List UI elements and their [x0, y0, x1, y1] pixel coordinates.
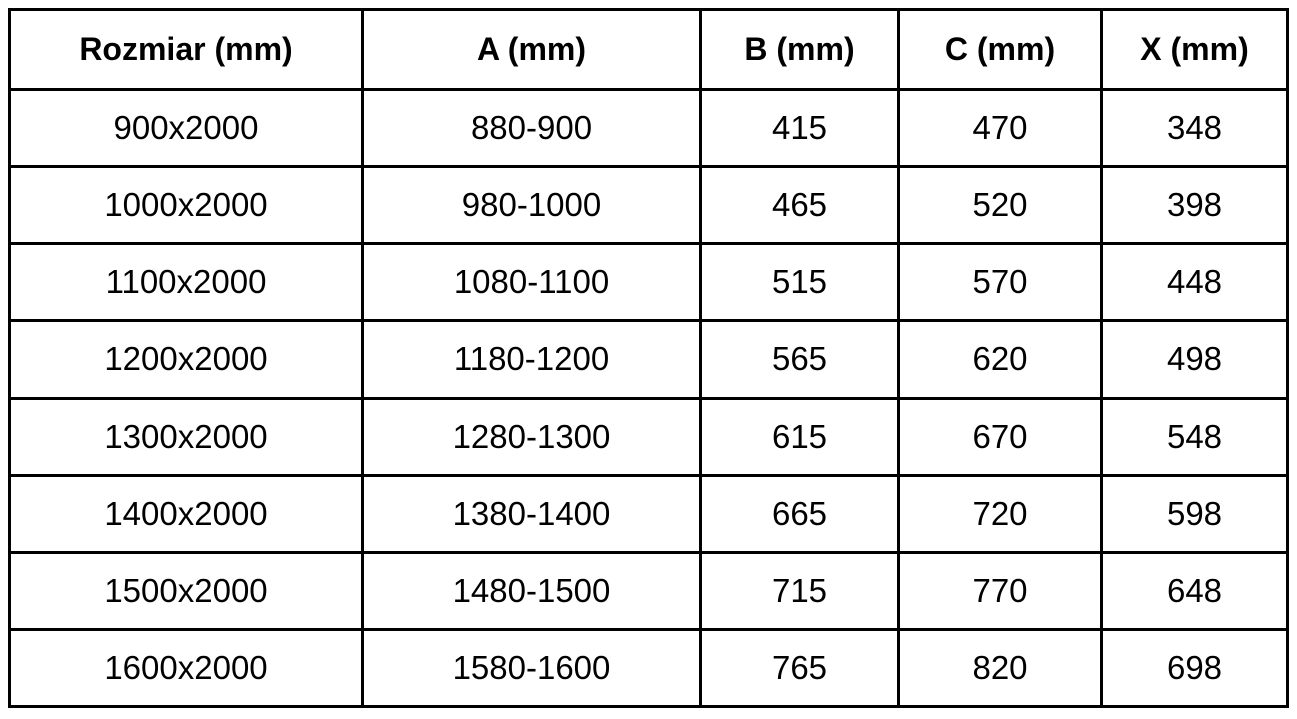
- table-row: [10, 244, 1288, 321]
- table-cell: 665: [701, 475, 899, 552]
- table-cell: 765: [701, 629, 899, 706]
- table-cell: 415: [701, 90, 899, 167]
- table-cell: 348: [1102, 90, 1288, 167]
- table-cell: 648: [1102, 552, 1288, 629]
- table-cell: 900x2000: [10, 90, 363, 167]
- table-cell: 515: [701, 244, 899, 321]
- table-cell: 1600x2000: [10, 629, 363, 706]
- table-row: [10, 90, 1288, 167]
- header-cell-c: C (mm): [899, 10, 1102, 90]
- table-cell: 1080-1100: [363, 244, 701, 321]
- table-cell: 1300x2000: [10, 398, 363, 475]
- table-row: [10, 475, 1288, 552]
- table-row: [10, 398, 1288, 475]
- table-cell: 1380-1400: [363, 475, 701, 552]
- table-cell: 670: [899, 398, 1102, 475]
- table-cell: 398: [1102, 167, 1288, 244]
- table-cell: 615: [701, 398, 899, 475]
- table-cell: 1400x2000: [10, 475, 363, 552]
- table-cell: 1180-1200: [363, 321, 701, 398]
- table-cell: 1000x2000: [10, 167, 363, 244]
- table-cell: 820: [899, 629, 1102, 706]
- table-row: [10, 321, 1288, 398]
- header-cell-b: B (mm): [701, 10, 899, 90]
- table-cell: 548: [1102, 398, 1288, 475]
- table-cell: 1200x2000: [10, 321, 363, 398]
- table-cell: 570: [899, 244, 1102, 321]
- table-cell: 598: [1102, 475, 1288, 552]
- table-cell: 715: [701, 552, 899, 629]
- table-cell: 1480-1500: [363, 552, 701, 629]
- table-cell: 1100x2000: [10, 244, 363, 321]
- header-cell-a: A (mm): [363, 10, 701, 90]
- table-cell: 470: [899, 90, 1102, 167]
- table-cell: 520: [899, 167, 1102, 244]
- table-cell: 1580-1600: [363, 629, 701, 706]
- table-row: [10, 552, 1288, 629]
- table-cell: 1280-1300: [363, 398, 701, 475]
- header-cell-rozmiar: Rozmiar (mm): [10, 10, 363, 90]
- table-cell: 498: [1102, 321, 1288, 398]
- table-cell: 770: [899, 552, 1102, 629]
- table-row: [10, 167, 1288, 244]
- table-cell: 448: [1102, 244, 1288, 321]
- header-cell-x: X (mm): [1102, 10, 1288, 90]
- table-cell: 565: [701, 321, 899, 398]
- table-cell: 720: [899, 475, 1102, 552]
- table-cell: 465: [701, 167, 899, 244]
- size-spec-table: [8, 8, 1289, 708]
- table-row: [10, 629, 1288, 706]
- table-cell: 880-900: [363, 90, 701, 167]
- table-cell: 980-1000: [363, 167, 701, 244]
- table-cell: 698: [1102, 629, 1288, 706]
- table-cell: 620: [899, 321, 1102, 398]
- table-cell: 1500x2000: [10, 552, 363, 629]
- table-header-row: [10, 10, 1288, 90]
